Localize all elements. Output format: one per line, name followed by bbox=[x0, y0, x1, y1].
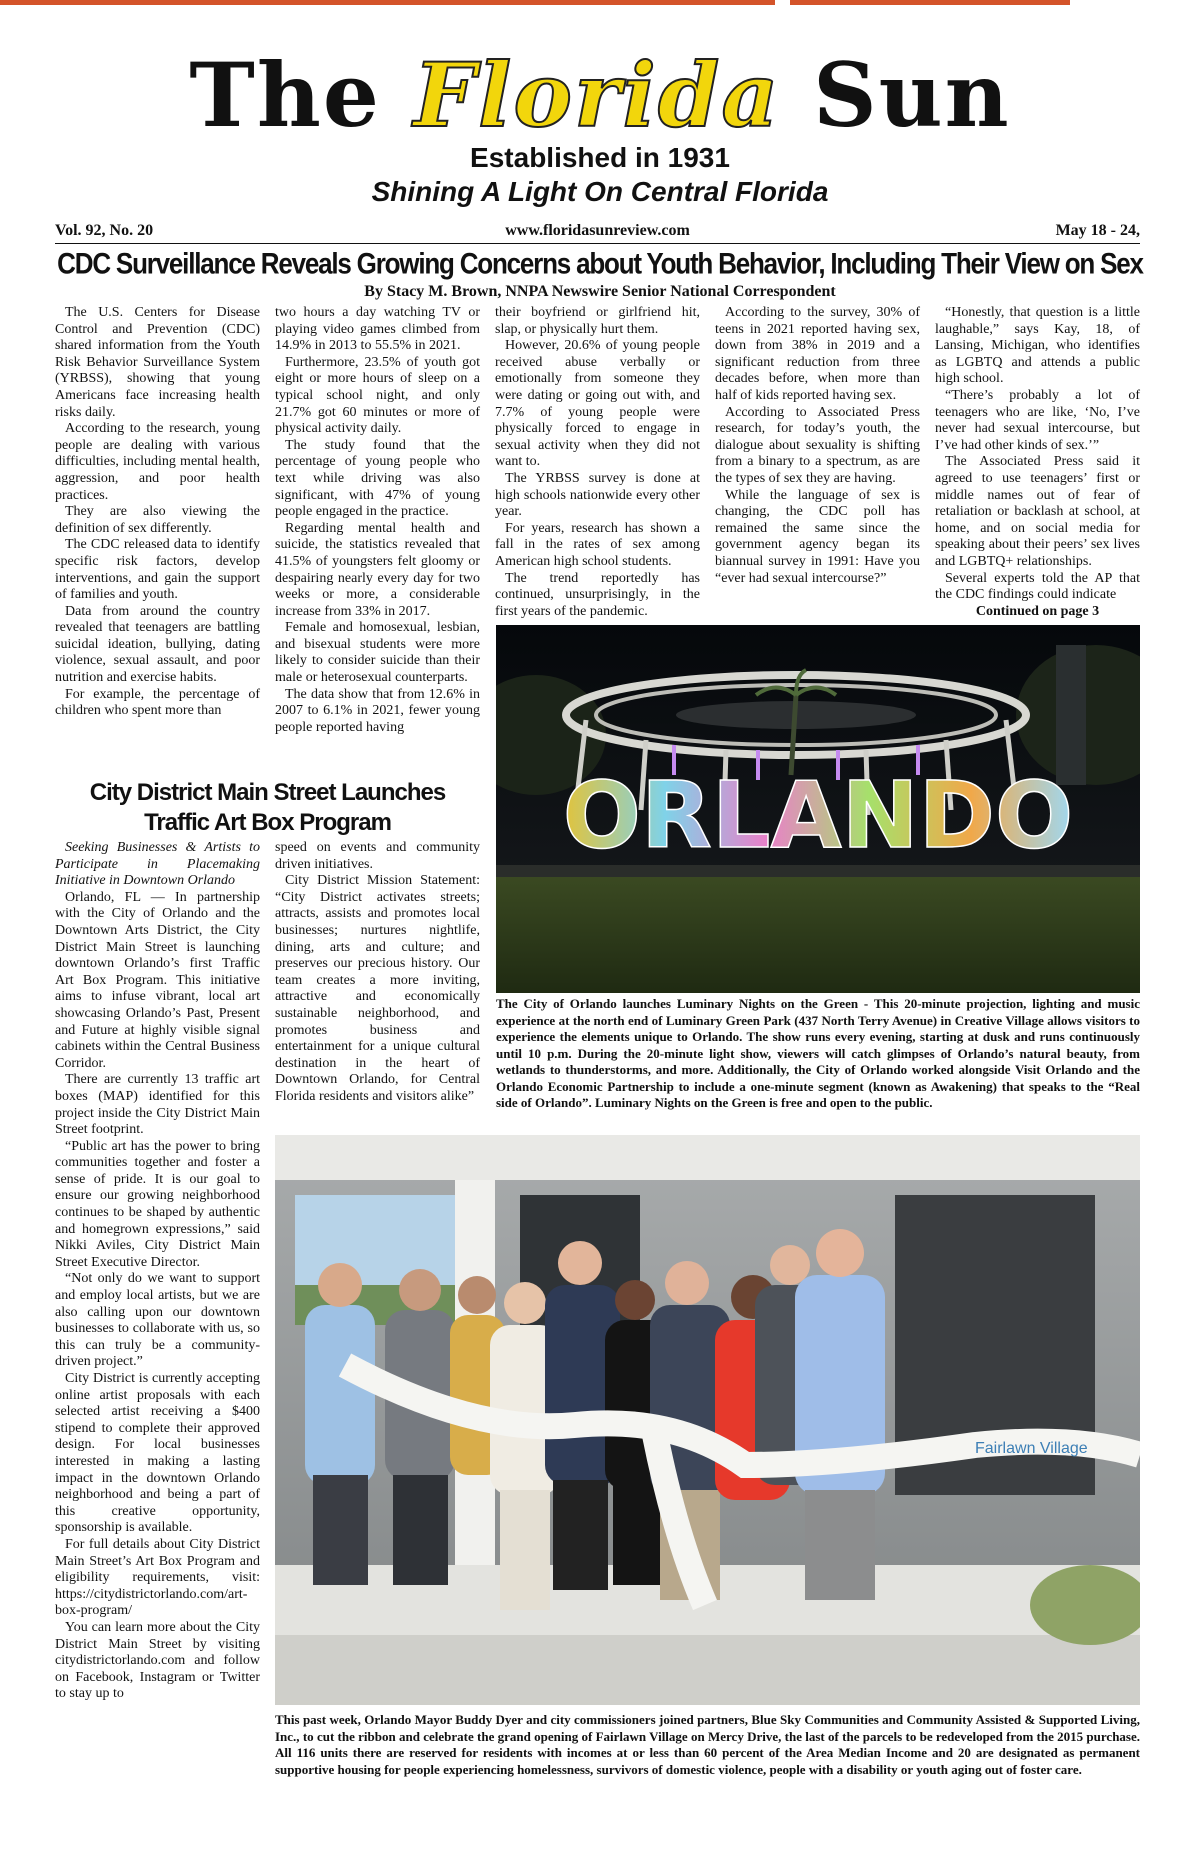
article2-column-1 bbox=[55, 840, 260, 1703]
paragraph: “Honestly, that question is a little laughable,” says Kay, 18, of Lansing, Michigan, who identifies as LGBTQ and attends a public high school. bbox=[935, 305, 1140, 387]
paragraph: The YRBSS survey is done at high schools nationwide every other year. bbox=[495, 470, 700, 520]
article1-column-3 bbox=[495, 305, 700, 620]
title-sun: Sun bbox=[813, 43, 1011, 147]
issue-date: May 18 - 24, bbox=[1055, 222, 1140, 239]
paragraph: City District is currently accepting online artist proposals with each selected artist receiving a $400 stipend to complete their approved design. For local businesses interested in making a lasting impact in the downtown Orlando neighborhood and being a part of this creative opportunity, sponsorship is available. bbox=[55, 1371, 260, 1536]
ribbon-text: Fairlawn Village bbox=[975, 1440, 1088, 1457]
paragraph: their boyfriend or girlfriend hit, slap, or physically hurt them. bbox=[495, 305, 700, 337]
article2-headline-line1: City District Main Street Launches bbox=[89, 779, 446, 806]
paragraph: There are currently 13 traffic art boxes (MAP) identified for this project inside the City District Main Street footprint. bbox=[55, 1072, 260, 1138]
orlando-sign-photo bbox=[496, 625, 1140, 993]
newspaper-title bbox=[0, 45, 1200, 145]
tagline: Shining A Light On Central Florida bbox=[371, 176, 829, 207]
paragraph: “Public art has the power to bring communities together and foster a sense of pride. It is our goal to ensure our growing neighborhood continues to be shaped by authentic and homegrown expressions,” said Nikki Aviles, City District Main Street Executive Director. bbox=[55, 1138, 260, 1270]
article1-column-4 bbox=[715, 305, 920, 587]
paragraph: For full details about City District Main Street’s Art Box Program and eligibility requirements, visit: https://citydistrictorlando.com/art-box-program/ bbox=[55, 1536, 260, 1619]
paragraph: You can learn more about the City District Main Street by visiting citydistrictorlando.com and follow on Facebook, Instagram or Twitter to stay up to bbox=[55, 1619, 260, 1702]
orlando-night-scene-image bbox=[496, 625, 1140, 993]
paragraph: The trend reportedly has continued, unsurprisingly, in the first years of the pandemic. bbox=[495, 570, 700, 619]
paragraph: Furthermore, 23.5% of youth got eight or more hours of sleep on a typical school night, and only 21.7% got 60 minutes or more of physical activity daily. bbox=[275, 354, 480, 437]
article2-column-2 bbox=[275, 840, 480, 1106]
title-the: The bbox=[189, 43, 381, 147]
paragraph: Data from around the country revealed that teenagers are battling suicidal ideation, bullying, dating violence, sexual assault, and poor nutrition and exercise habits. bbox=[55, 603, 260, 686]
paragraph: They are also viewing the definition of sex differently. bbox=[55, 504, 260, 536]
paragraph: The study found that the percentage of young people who text while driving was also significant, with 47% of young people engaged in the practice. bbox=[275, 437, 480, 520]
volume-number: Vol. 92, No. 20 bbox=[55, 222, 154, 239]
top-accent-bar-right bbox=[790, 0, 1070, 5]
established-line: Established in 1931 bbox=[470, 142, 730, 173]
paragraph: two hours a day watching TV or playing video games climbed from 14.9% in 2013 to 55.5% in 2021. bbox=[275, 305, 480, 354]
orlando-sign-letters: ORLANDO bbox=[562, 762, 1074, 869]
masthead bbox=[0, 45, 1200, 145]
article1-column-5 bbox=[935, 305, 1140, 620]
paragraph: The Associated Press said it agreed to use teenagers’ first or middle names out of fear of retaliation or backlash at school, at home, and on social media for speaking about their peers’ sex lives and LGBTQ+ relationships. bbox=[935, 454, 1140, 569]
paragraph: Regarding mental health and suicide, the statistics revealed that 41.5% of youngsters felt gloomy or despairing nearly every day for two weeks or more, a considerable increase from 33% in 2017. bbox=[275, 520, 480, 619]
paragraph: However, 20.6% of young people received abuse verbally or emotionally from someone they were dating or going out with, and 7.7% of young people were physically forced to engage in sexual activity when they did not want to. bbox=[495, 338, 700, 470]
paragraph: “Not only do we want to support and employ local artists, but we are also calling upon our downtown businesses to collaborate with us, so this can truly be a community-driven project.” bbox=[55, 1271, 260, 1370]
paragraph: For years, research has shown a fall in the rates of sex among American high school students. bbox=[495, 520, 700, 569]
paragraph: The U.S. Centers for Disease Control and Prevention (CDC) shared information from the Youth Risk Behavior Surveillance System (YRBSS), showing that young Americans face increasing health risks daily. bbox=[55, 305, 260, 420]
paragraph: speed on events and community driven initiatives. bbox=[275, 840, 480, 872]
main-headline: CDC Surveillance Reveals Growing Concerns about Youth Behavior, Including Their View on Sex bbox=[57, 245, 1143, 281]
paragraph: According to Associated Press research, for today’s youth, the dialogue about sexuality is shifting from a binary to a spectrum, as are the types of sex they are having. bbox=[715, 404, 920, 486]
paragraph: Several experts told the AP that the CDC findings could indicate bbox=[935, 570, 1140, 603]
paragraph: “There’s probably a lot of teenagers who are like, ‘No, I’ve never had sexual intercourse, but I’ve had other kinds of sex.’” bbox=[935, 387, 1140, 453]
paragraph: The data show that from 12.6% in 2007 to 6.1% in 2021, fewer young people reported having bbox=[275, 686, 480, 735]
article2-headline-line2: Traffic Art Box Program bbox=[144, 809, 391, 836]
ribbon-cutting-photo bbox=[275, 1135, 1140, 1705]
photo2-caption: This past week, Orlando Mayor Buddy Dyer and city commissioners joined partners, Blue Sky Communities and Community Assisted & Supported Living, Inc., to cut the ribbon and celebrate the grand opening of Fairlawn Village on Mercy Drive, the last of the parcels to be redeveloped from the 2015 purchase. All 116 units there are reserved for residents with incomes at or less than 60 percent of the Area Median Income and 20 are designated as permanent supportive housing for people experiencing homelessness, survivors of domestic violence, people with a disability or youth aging out of foster care. bbox=[275, 1712, 1140, 1777]
paragraph: For example, the percentage of children who spent more than bbox=[55, 686, 260, 719]
article2-headline bbox=[55, 778, 480, 838]
continued-on-page-link[interactable]: Continued on page 3 bbox=[975, 603, 1100, 619]
byline: By Stacy M. Brown, NNPA Newswire Senior National Correspondent bbox=[364, 283, 836, 300]
paragraph: The CDC released data to identify specific risk factors, develop interventions, and gain the support of families and youth. bbox=[55, 537, 260, 603]
paragraph: While the language of sex is changing, the CDC poll has remained the same since the government agency began its biannual survey in 1991: Have you “ever had sexual intercourse?” bbox=[715, 487, 920, 586]
top-accent-bar bbox=[0, 0, 775, 5]
paragraph: Orlando, FL — In partnership with the City of Orlando and the Downtown Arts District, the City District Main Street is launching downtown Orlando’s first Traffic Art Box Program. This initiative aims to infuse vibrant, local art showcasing Orlando’s Past, Present and Future at highly visible signal cabinets within the Central Business Corridor. bbox=[55, 889, 260, 1071]
photo1-caption: The City of Orlando launches Luminary Nights on the Green - This 20-minute projection, lighting and music experience at the north end of Luminary Green Park (437 North Terry Avenue) in Creative Village allows visitors to experience the elements unique to Orlando. The show runs every evening, starting at dusk and runs continuously until 10 p.m. During the 20-minute light show, viewers will catch glimpses of Orlando’s natural beauty, from wetlands to thunderstorms, and more. Additionally, the City of Orlando worked alongside Visit Orlando and the Orlando Economic Partnership to include a one-minute segment (known as Awakening) that speaks to the “Real side of Orlando”. Luminary Nights on the Green is free and open to the public. bbox=[496, 996, 1140, 1110]
article2-deck: Seeking Businesses & Artists to Participate in Placemaking Initiative in Downtown Orlando bbox=[55, 840, 260, 889]
article1-column-2 bbox=[275, 305, 480, 736]
paragraph: According to the research, young people are dealing with various difficulties, including mental health, aggression, and poor health practices. bbox=[55, 421, 260, 503]
issue-info-bar bbox=[55, 222, 1140, 244]
paragraph: Female and homosexual, lesbian, and bisexual students were more likely to consider suicide than their male or heterosexual counterparts. bbox=[275, 620, 480, 686]
paragraph: According to the survey, 30% of teens in 2021 reported having sex, down from 38% in 2019 and a significant reduction from three decades before, when more than half of kids reported having sex. bbox=[715, 305, 920, 403]
title-florida: Florida bbox=[413, 43, 781, 147]
ribbon-cutting-image bbox=[275, 1135, 1140, 1705]
article1-column-1 bbox=[55, 305, 260, 720]
website-link[interactable]: www.floridasunreview.com bbox=[505, 222, 690, 239]
paragraph: City District Mission Statement: “City District activates streets; attracts, assists and promotes local businesses; nurtures nightlife, dining, arts and culture; and preserves our precious history. Our team creates a more inviting, attractive and economically sustainable neighborhood, and promotes business and entertainment for a unique cultural destination in the heart of Downtown Orlando, for Central Florida residents and visitors alike” bbox=[275, 873, 480, 1104]
